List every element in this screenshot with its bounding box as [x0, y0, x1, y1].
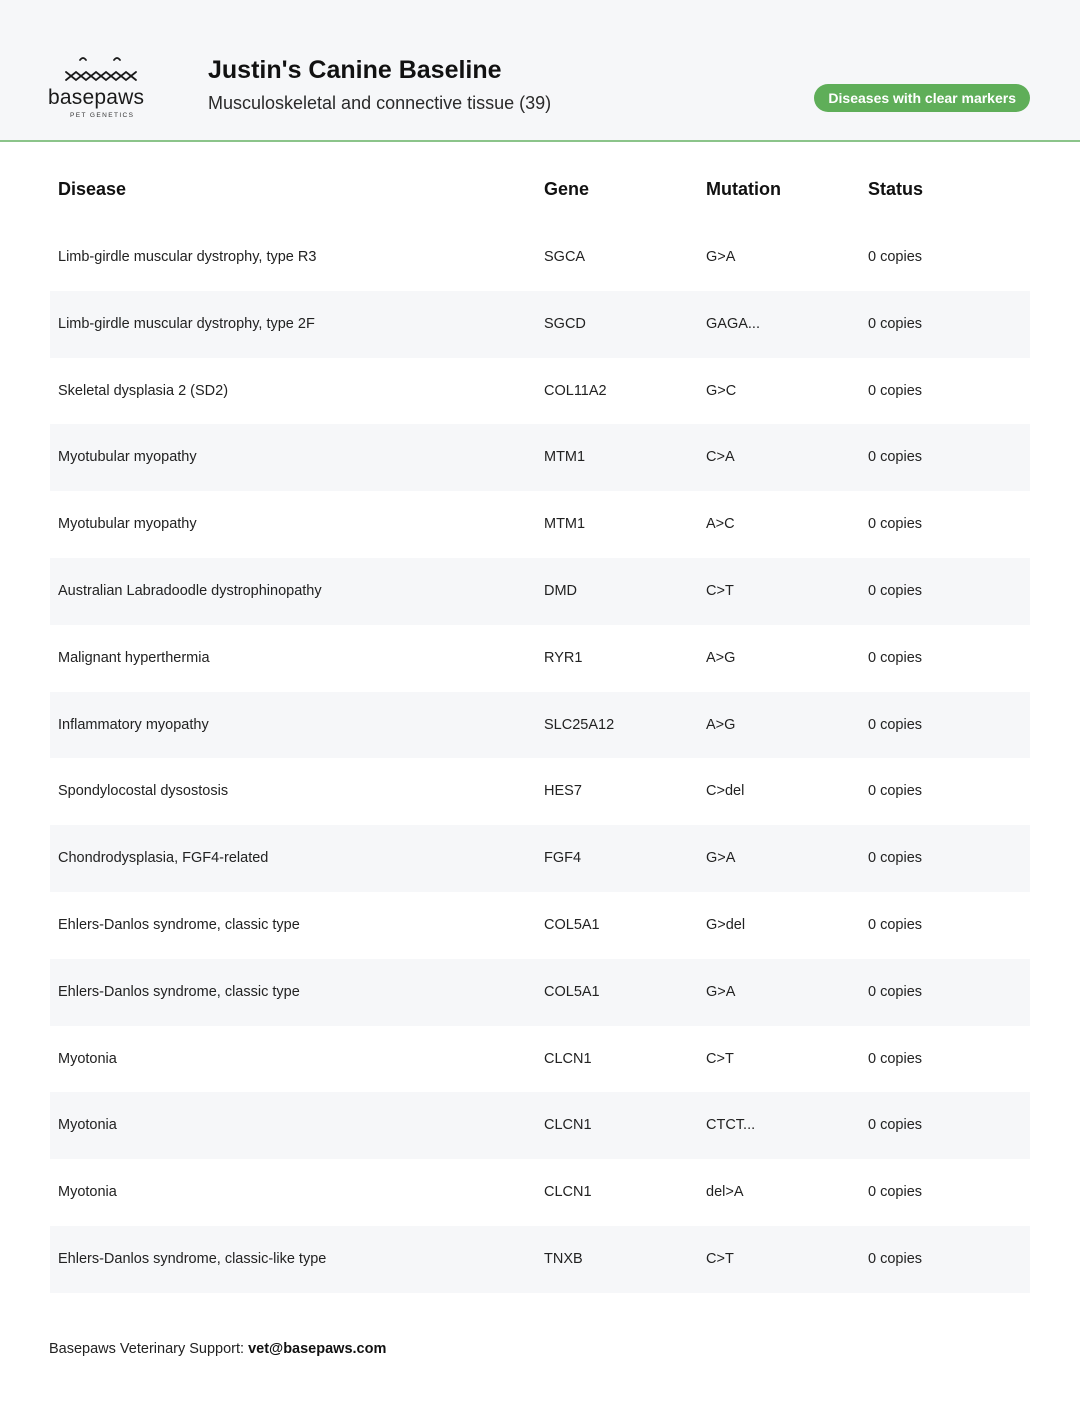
table-row: [50, 224, 1030, 291]
disease-table: [50, 154, 1030, 1293]
mutation-cell: G>A: [706, 249, 736, 265]
disease-cell: Ehlers-Danlos syndrome, classic type: [58, 916, 300, 933]
status-cell: 0 copies: [868, 382, 923, 399]
table-row: [50, 424, 1030, 491]
disease-cell: Malignant hyperthermia: [58, 649, 210, 666]
mutation-cell: A>G: [706, 716, 736, 733]
table-row: [50, 491, 1030, 558]
gene-cell: HES7: [544, 783, 582, 800]
gene-cell: COL5A1: [544, 916, 600, 933]
disease-cell: Inflammatory myopathy: [58, 716, 209, 733]
gene-cell: DMD: [544, 582, 578, 599]
gene-cell: TNXB: [544, 1250, 583, 1267]
status-cell: 0 copies: [868, 916, 923, 933]
logo-subtext: PET GENETICS: [70, 112, 135, 119]
table-row: [50, 291, 1030, 358]
mutation-cell: GAGA...: [706, 315, 760, 332]
table-row: [50, 825, 1030, 892]
mutation-cell: A>C: [706, 516, 735, 533]
table-row: [50, 692, 1030, 759]
gene-cell: CLCN1: [544, 1184, 592, 1201]
gene-cell: CLCN1: [544, 1117, 592, 1134]
table-body: [50, 224, 1030, 1293]
status-cell: 0 copies: [868, 850, 923, 867]
mutation-cell: CTCT...: [706, 1117, 756, 1134]
mutation-cell: C>T: [706, 582, 734, 599]
table-row: [50, 758, 1030, 825]
disease-cell: Myotonia: [58, 1050, 117, 1067]
disease-cell: Limb-girdle muscular dystrophy, type 2F: [58, 315, 315, 332]
report-header: [0, 0, 1080, 142]
support-footer: [49, 1341, 386, 1357]
gene-cell: MTM1: [544, 449, 586, 466]
disease-cell: Chondrodysplasia, FGF4-related: [58, 850, 269, 867]
mutation-cell: A>G: [706, 649, 736, 666]
gene-cell: SGCA: [544, 249, 586, 265]
gene-cell: COL5A1: [544, 983, 600, 1000]
gene-cell: SGCD: [544, 315, 586, 332]
clear-markers-badge: Diseases with clear markers: [814, 84, 1030, 112]
basepaws-logo: [48, 54, 158, 124]
table-row: [50, 892, 1030, 959]
status-cell: 0 copies: [868, 1050, 923, 1067]
status-cell: 0 copies: [868, 716, 923, 733]
table-row: [50, 558, 1030, 625]
table-row: [50, 959, 1030, 1026]
mutation-cell: G>A: [706, 850, 736, 867]
mutation-cell: C>T: [706, 1250, 734, 1267]
logo-text: basepaws: [48, 86, 145, 109]
column-header-gene: Gene: [544, 179, 590, 199]
status-cell: 0 copies: [868, 1250, 923, 1267]
disease-cell: Spondylocostal dysostosis: [58, 783, 229, 800]
support-label: Basepaws Veterinary Support:: [49, 1341, 249, 1357]
status-cell: 0 copies: [868, 783, 923, 800]
disease-cell: Myotonia: [58, 1117, 117, 1134]
table-row: [50, 358, 1030, 425]
status-cell: 0 copies: [868, 582, 923, 599]
mutation-cell: G>C: [706, 382, 737, 399]
disease-cell: Myotonia: [58, 1184, 117, 1201]
status-cell: 0 copies: [868, 983, 923, 1000]
mutation-cell: G>del: [706, 916, 746, 933]
mutation-cell: C>A: [706, 449, 735, 466]
disease-cell: Myotubular myopathy: [58, 449, 197, 466]
disease-cell: Skeletal dysplasia 2 (SD2): [58, 382, 229, 399]
disease-cell: Ehlers-Danlos syndrome, classic type: [58, 983, 300, 1000]
status-cell: 0 copies: [868, 649, 923, 666]
table-header: [50, 154, 1030, 224]
basepaws-logo-icon: [62, 54, 140, 88]
gene-cell: MTM1: [544, 516, 586, 533]
status-cell: 0 copies: [868, 1184, 923, 1201]
gene-cell: RYR1: [544, 649, 583, 666]
mutation-cell: del>A: [706, 1184, 744, 1201]
mutation-cell: C>del: [706, 783, 745, 800]
table-row: [50, 1226, 1030, 1293]
disease-cell: Australian Labradoodle dystrophinopathy: [58, 582, 322, 599]
page-subtitle: Musculoskeletal and connective tissue (39): [208, 93, 552, 113]
support-email-link[interactable]: vet@basepaws.com: [248, 1341, 387, 1357]
page-title: Justin's Canine Baseline: [208, 56, 502, 84]
table-row: [50, 1026, 1030, 1093]
column-header-mutation: Mutation: [706, 179, 781, 199]
gene-cell: COL11A2: [544, 382, 607, 399]
disease-cell: Ehlers-Danlos syndrome, classic-like type: [58, 1250, 327, 1267]
table-row: [50, 1092, 1030, 1159]
mutation-cell: C>T: [706, 1050, 734, 1067]
status-cell: 0 copies: [868, 315, 923, 332]
table-row: [50, 1159, 1030, 1226]
status-cell: 0 copies: [868, 1117, 923, 1134]
table-row: [50, 625, 1030, 692]
column-header-disease: Disease: [58, 179, 127, 199]
status-cell: 0 copies: [868, 249, 923, 265]
column-header-status: Status: [868, 179, 924, 199]
gene-cell: FGF4: [544, 850, 582, 867]
disease-cell: Myotubular myopathy: [58, 516, 197, 533]
gene-cell: CLCN1: [544, 1050, 592, 1067]
disease-cell: Limb-girdle muscular dystrophy, type R3: [58, 249, 317, 265]
status-cell: 0 copies: [868, 516, 923, 533]
gene-cell: SLC25A12: [544, 716, 615, 733]
status-cell: 0 copies: [868, 449, 923, 466]
mutation-cell: G>A: [706, 983, 736, 1000]
